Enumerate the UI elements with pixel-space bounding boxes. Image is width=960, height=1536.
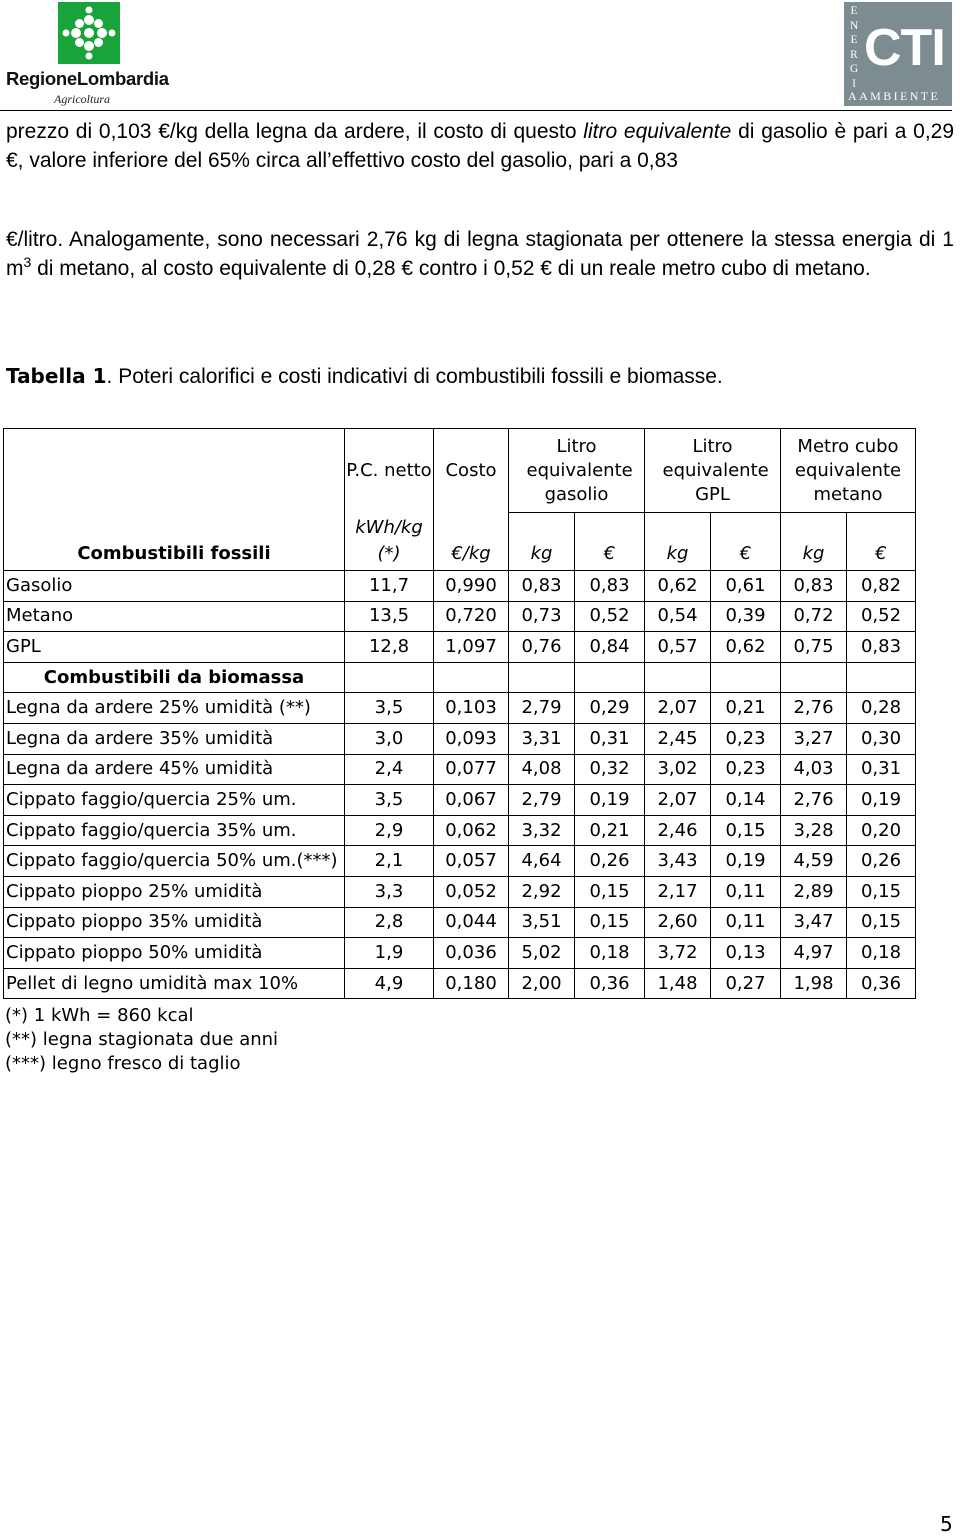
value-cell: 12,8: [345, 632, 434, 663]
value-cell: 0,720: [434, 601, 509, 632]
value-cell: 1,9: [345, 938, 434, 969]
value-cell: 0,19: [711, 846, 781, 877]
page-number: 5: [940, 1512, 953, 1536]
fuel-name-cell: Legna da ardere 45% umidità: [4, 754, 345, 785]
section-row: [4, 662, 916, 693]
table-row: [4, 938, 916, 969]
value-cell: 3,72: [645, 938, 711, 969]
value-cell: 13,5: [345, 601, 434, 632]
table-row: [4, 693, 916, 724]
value-cell: 0,76: [509, 632, 575, 663]
fuel-name-cell: Cippato faggio/quercia 50% um.(***): [4, 846, 345, 877]
value-cell: 0,31: [847, 754, 916, 785]
footnotes: [5, 1004, 278, 1076]
value-cell: 1,48: [645, 968, 711, 999]
value-cell: 0,31: [575, 723, 645, 754]
table-row: [4, 968, 916, 999]
value-cell: 2,4: [345, 754, 434, 785]
value-cell: 3,31: [509, 723, 575, 754]
table-row: [4, 601, 916, 632]
value-cell: 0,82: [847, 571, 916, 602]
table-row: [4, 846, 916, 877]
paragraph-2: €/litro. Analogamente, sono necessari 2,76 kg di legna stagionata per ottenere la stessa energia di 1 $m^3$ di metano, al costo equivalente di 0,28 € contro i 0,52 € di un reale metro cubo di metano.: [6, 228, 954, 280]
value-cell: 3,0: [345, 723, 434, 754]
value-cell: 2,92: [509, 876, 575, 907]
section-label-biomass: Combustibili da biomassa: [4, 662, 345, 693]
value-cell: 0,14: [711, 785, 781, 816]
value-cell: 2,60: [645, 907, 711, 938]
value-cell: 0,15: [711, 815, 781, 846]
unit-kg: kg: [645, 513, 711, 571]
value-cell: 0,52: [847, 601, 916, 632]
value-cell: 0,21: [575, 815, 645, 846]
value-cell: 0,36: [575, 968, 645, 999]
value-cell: 11,7: [345, 571, 434, 602]
cti-ambiente-logo: [844, 2, 952, 106]
value-cell: 1,097: [434, 632, 509, 663]
value-cell: 0,75: [781, 632, 847, 663]
table-row: [4, 876, 916, 907]
value-cell: 0,30: [847, 723, 916, 754]
unit-kg: kg: [509, 513, 575, 571]
logo-mark: CTI: [864, 19, 945, 77]
table-row: [4, 815, 916, 846]
units-row: [4, 513, 916, 571]
value-cell: 3,43: [645, 846, 711, 877]
footnote: (***) legno fresco di taglio: [5, 1053, 241, 1074]
fuel-name-cell: Cippato pioppo 25% umidità: [4, 876, 345, 907]
value-cell: 0,83: [781, 571, 847, 602]
section-label-fossil: Combustibili fossili: [4, 513, 345, 571]
value-cell: 0,15: [847, 907, 916, 938]
value-cell: 0,83: [575, 571, 645, 602]
col-header-pc: P.C. netto: [345, 429, 434, 513]
value-cell: 2,17: [645, 876, 711, 907]
value-cell: 0,15: [575, 876, 645, 907]
header-row: [4, 429, 916, 513]
value-cell: 0,32: [575, 754, 645, 785]
value-cell: 0,21: [711, 693, 781, 724]
value-cell: 3,02: [645, 754, 711, 785]
value-cell: 0,72: [781, 601, 847, 632]
footnote: (**) legna stagionata due anni: [5, 1029, 279, 1050]
value-cell: 2,1: [345, 846, 434, 877]
logo-subtitle: Agricoltura: [54, 92, 110, 106]
header-divider: [0, 110, 952, 111]
value-cell: 0,19: [575, 785, 645, 816]
col-header-metano: Metro cubo equivalente metano: [781, 429, 916, 513]
value-cell: 0,036: [434, 938, 509, 969]
value-cell: 2,8: [345, 907, 434, 938]
value-cell: 0,180: [434, 968, 509, 999]
value-cell: 0,54: [645, 601, 711, 632]
unit-cost: €/kg: [434, 513, 509, 571]
value-cell: 0,26: [575, 846, 645, 877]
value-cell: 0,093: [434, 723, 509, 754]
value-cell: 0,11: [711, 907, 781, 938]
value-cell: 2,76: [781, 785, 847, 816]
value-cell: 3,32: [509, 815, 575, 846]
value-cell: 3,27: [781, 723, 847, 754]
value-cell: 0,27: [711, 968, 781, 999]
unit-kg: kg: [781, 513, 847, 571]
value-cell: 0,19: [847, 785, 916, 816]
value-cell: 4,97: [781, 938, 847, 969]
fuel-name-cell: Legna da ardere 25% umidità (**): [4, 693, 345, 724]
value-cell: 3,5: [345, 693, 434, 724]
value-cell: 0,57: [645, 632, 711, 663]
regione-lombardia-logo: [6, 2, 176, 108]
value-cell: 2,9: [345, 815, 434, 846]
value-cell: 0,057: [434, 846, 509, 877]
value-cell: 0,20: [847, 815, 916, 846]
footnote: (*) 1 kWh = 860 kcal: [5, 1005, 194, 1026]
col-header-cost: Costo: [434, 429, 509, 513]
value-cell: 3,28: [781, 815, 847, 846]
page-header: [0, 0, 960, 112]
value-cell: 4,08: [509, 754, 575, 785]
table-caption: Tabella 1. Poteri calorifici e costi indicativi di combustibili fossili e biomasse.: [6, 364, 723, 388]
value-cell: 4,03: [781, 754, 847, 785]
value-cell: 0,73: [509, 601, 575, 632]
col-header-gasolio: Litro equivalente gasolio: [509, 429, 645, 513]
value-cell: 0,26: [847, 846, 916, 877]
fuel-name-cell: GPL: [4, 632, 345, 663]
value-cell: 0,62: [711, 632, 781, 663]
value-cell: 0,11: [711, 876, 781, 907]
col-header-gpl: Litro equivalente GPL: [645, 429, 781, 513]
value-cell: 0,29: [575, 693, 645, 724]
value-cell: 2,46: [645, 815, 711, 846]
value-cell: 0,103: [434, 693, 509, 724]
logo-tagline: AAMBIENTE: [848, 89, 941, 103]
table-row: [4, 907, 916, 938]
value-cell: 0,15: [575, 907, 645, 938]
value-cell: 0,077: [434, 754, 509, 785]
fuel-name-cell: Gasolio: [4, 571, 345, 602]
value-cell: 3,47: [781, 907, 847, 938]
value-cell: 0,39: [711, 601, 781, 632]
value-cell: 0,83: [847, 632, 916, 663]
fuel-name-cell: Metano: [4, 601, 345, 632]
table-row: [4, 571, 916, 602]
logo-vertical-letters: E N E R G I: [849, 5, 859, 90]
unit-eur: €: [711, 513, 781, 571]
logo-name: RegioneLombardia: [6, 68, 169, 89]
value-cell: 0,15: [847, 876, 916, 907]
value-cell: 0,84: [575, 632, 645, 663]
value-cell: 0,052: [434, 876, 509, 907]
value-cell: 0,18: [575, 938, 645, 969]
value-cell: 2,76: [781, 693, 847, 724]
value-cell: 0,61: [711, 571, 781, 602]
value-cell: 2,45: [645, 723, 711, 754]
unit-eur: €: [575, 513, 645, 571]
fuel-name-cell: Cippato faggio/quercia 35% um.: [4, 815, 345, 846]
value-cell: 0,36: [847, 968, 916, 999]
value-cell: 4,59: [781, 846, 847, 877]
value-cell: 0,83: [509, 571, 575, 602]
value-cell: 2,07: [645, 785, 711, 816]
unit-pc: kWh/kg (*): [345, 513, 434, 571]
value-cell: 1,98: [781, 968, 847, 999]
value-cell: 4,9: [345, 968, 434, 999]
value-cell: 3,3: [345, 876, 434, 907]
value-cell: 2,79: [509, 693, 575, 724]
value-cell: 0,062: [434, 815, 509, 846]
fuel-name-cell: Cippato pioppo 35% umidità: [4, 907, 345, 938]
value-cell: 0,23: [711, 754, 781, 785]
table-row: [4, 785, 916, 816]
value-cell: 0,067: [434, 785, 509, 816]
fuel-name-cell: Legna da ardere 35% umidità: [4, 723, 345, 754]
lombardy-rose-icon: [58, 2, 120, 64]
fuel-name-cell: Pellet di legno umidità max 10%: [4, 968, 345, 999]
value-cell: 2,89: [781, 876, 847, 907]
table-row: [4, 632, 916, 663]
value-cell: 0,28: [847, 693, 916, 724]
fuel-name-cell: Cippato faggio/quercia 25% um.: [4, 785, 345, 816]
value-cell: 2,00: [509, 968, 575, 999]
value-cell: 0,18: [847, 938, 916, 969]
value-cell: 5,02: [509, 938, 575, 969]
value-cell: 0,044: [434, 907, 509, 938]
value-cell: 0,13: [711, 938, 781, 969]
value-cell: 3,51: [509, 907, 575, 938]
fuel-table: [3, 428, 916, 999]
value-cell: 0,23: [711, 723, 781, 754]
value-cell: 2,79: [509, 785, 575, 816]
value-cell: 0,990: [434, 571, 509, 602]
paragraph-1: prezzo di 0,103 €/kg della legna da ardere, il costo di questo litro equivalente di gasolio è pari a 0,29 €, valore inferiore del 65% circa all’effettivo costo del gasolio, pari a 0,83: [6, 120, 955, 172]
table-row: [4, 754, 916, 785]
value-cell: 3,5: [345, 785, 434, 816]
value-cell: 0,52: [575, 601, 645, 632]
unit-eur: €: [847, 513, 916, 571]
value-cell: 0,62: [645, 571, 711, 602]
value-cell: 2,07: [645, 693, 711, 724]
fuel-name-cell: Cippato pioppo 50% umidità: [4, 938, 345, 969]
table-row: [4, 723, 916, 754]
value-cell: 4,64: [509, 846, 575, 877]
